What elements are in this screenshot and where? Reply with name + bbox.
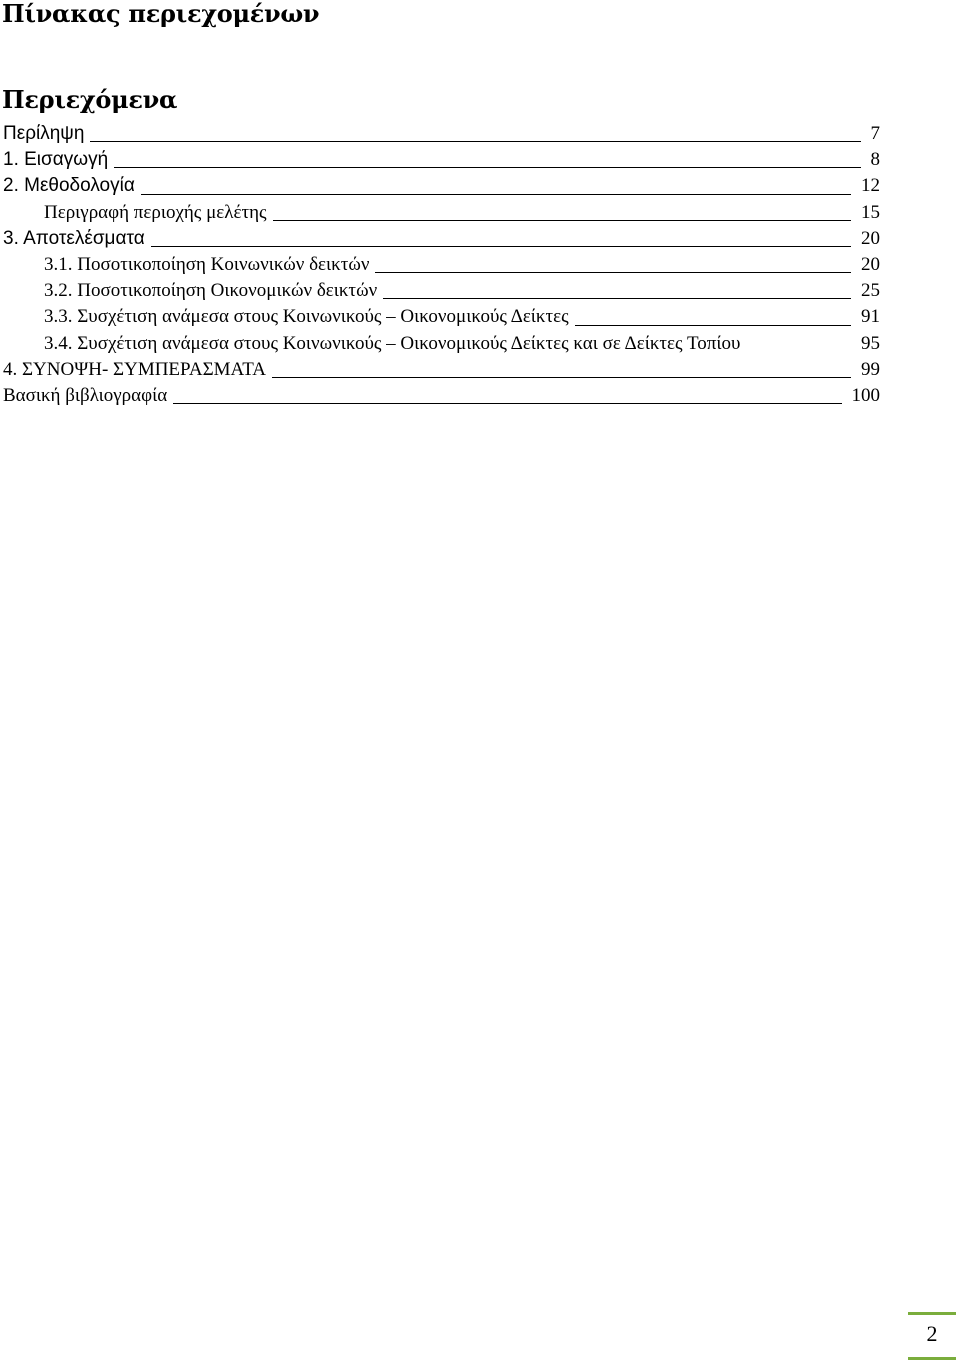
toc-entry[interactable] [0, 331, 880, 357]
toc-entry-title: 2. Μεθοδολογία [3, 175, 135, 197]
toc-entry[interactable] [0, 147, 880, 173]
toc-leader-line [173, 403, 841, 404]
toc-entry-page: 100 [851, 384, 880, 406]
toc-entry-page: 25 [861, 280, 880, 302]
toc-entry[interactable] [0, 121, 880, 147]
toc-entry-page: 15 [861, 201, 880, 223]
toc-heading: Περιεχόμενα [2, 85, 178, 114]
toc-entry-page: 12 [861, 175, 880, 197]
toc-leader-line [375, 272, 851, 273]
toc-entry-page: 95 [861, 332, 880, 354]
toc-leader-line [141, 194, 851, 195]
toc-entry-title: 4. ΣΥΝΟΨΗ- ΣΥΜΠΕΡΑΣΜΑΤΑ [3, 358, 266, 380]
toc-entry-title: 3.3. Συσχέτιση ανάμεσα στους Κοινωνικούς – Οικονομικούς Δείκτες [44, 306, 569, 328]
document-title: Πίνακας περιεχομένων [2, 0, 320, 28]
toc-entry[interactable] [0, 200, 880, 226]
toc-leader-line [90, 141, 860, 142]
toc-entry[interactable] [0, 383, 880, 409]
toc-entry[interactable] [0, 226, 880, 252]
toc-leader-line [575, 325, 851, 326]
toc-entry-page: 99 [861, 358, 880, 380]
table-of-contents [0, 121, 880, 409]
toc-entry-title: 3.1. Ποσοτικοποίηση Κοινωνικών δεικτών [44, 253, 370, 275]
toc-entry-page: 20 [861, 253, 880, 275]
toc-entry[interactable] [0, 252, 880, 278]
toc-entry[interactable] [0, 173, 880, 199]
toc-leader-line [383, 298, 851, 299]
toc-entry[interactable] [0, 278, 880, 304]
toc-entry[interactable] [0, 304, 880, 330]
toc-entry-title: Περίληψη [3, 123, 85, 144]
toc-leader-line [114, 167, 860, 168]
toc-entry-page: 20 [861, 227, 880, 249]
toc-entry-title: 3. Αποτελέσματα [3, 227, 145, 249]
toc-entry-page: 91 [861, 306, 880, 328]
toc-leader-line [272, 377, 851, 378]
toc-entry-title: 3.2. Ποσοτικοποίηση Οικονομικών δεικτών [44, 280, 378, 302]
toc-entry-title: 3.4. Συσχέτιση ανάμεσα στους Κοινωνικούς – Οικονομικούς Δείκτες και σε Δείκτες Τοπίου [44, 332, 741, 354]
toc-entry-title: 1. Εισαγωγή [3, 149, 109, 171]
toc-leader-line [273, 220, 851, 221]
toc-leader-line [151, 246, 851, 247]
toc-entry[interactable] [0, 357, 880, 383]
toc-entry-page: 7 [870, 123, 880, 144]
toc-entry-page: 8 [870, 149, 880, 171]
page-number: 2 [926, 1321, 938, 1346]
page-number-footer [908, 1312, 956, 1360]
toc-entry-title: Περιγραφή περιοχής μελέτης [44, 201, 267, 223]
toc-entry-title: Βασική βιβλιογραφία [3, 384, 168, 406]
